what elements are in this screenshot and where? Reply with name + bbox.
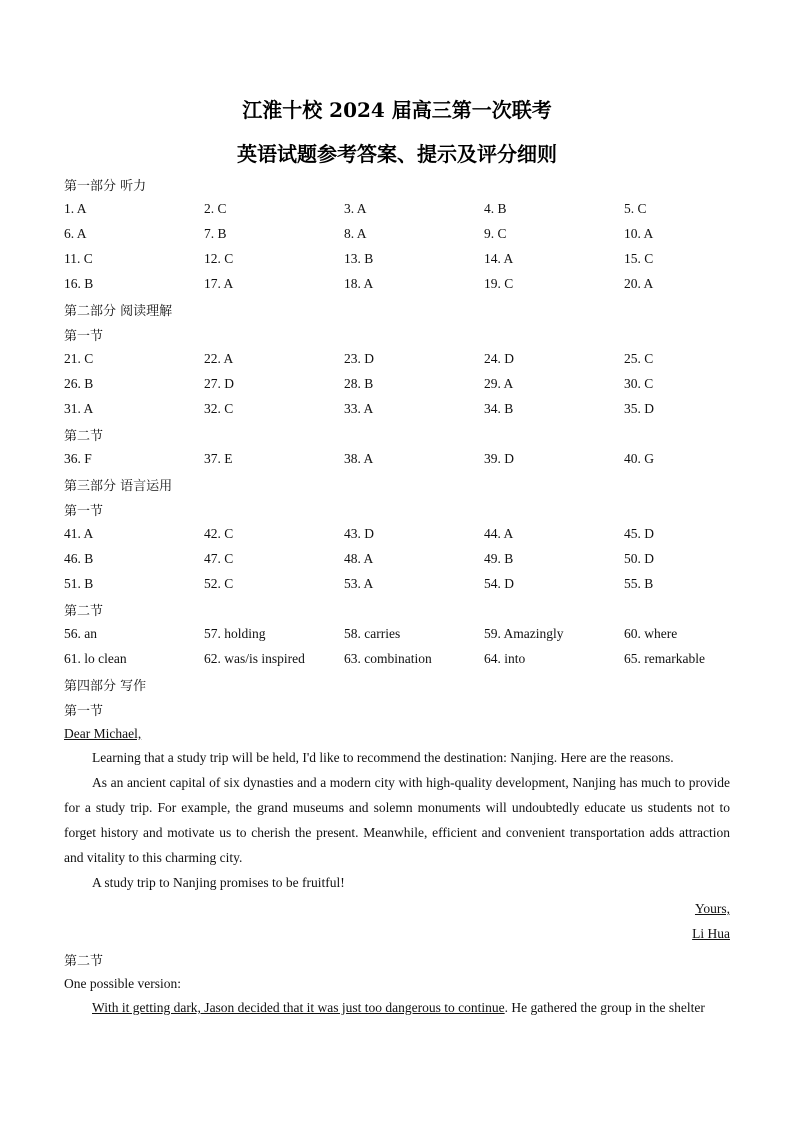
answer-row: [64, 401, 744, 419]
answer: 20. A: [624, 276, 654, 291]
letter-paragraph: Learning that a study trip will be held, I'd like to recommend the destination: Nanjing. Here are the reasons.: [92, 750, 674, 765]
answer: 63. combination: [344, 651, 432, 666]
answer: 38. A: [344, 451, 374, 466]
answer-row: [64, 201, 744, 219]
answer: 62. was/is inspired: [204, 651, 305, 666]
answer: 19. C: [484, 276, 514, 291]
answer: 59. Amazingly: [484, 626, 564, 641]
page-title: 江淮十校 2024 届高三第一次联考: [242, 98, 552, 122]
answer-row: [64, 226, 744, 244]
story-continuation: . He gathered the group in the shelter: [504, 1000, 705, 1015]
section-heading: 第四部分 写作: [64, 679, 147, 694]
answer: 55. B: [624, 576, 654, 591]
answer: 25. C: [624, 351, 654, 366]
answer: 42. C: [204, 526, 234, 541]
answer: 23. D: [344, 351, 374, 366]
answer: 7. B: [204, 226, 227, 241]
answer: 37. E: [204, 451, 233, 466]
answer-row: [64, 576, 744, 594]
answer: 30. C: [624, 376, 654, 391]
answer: 16. B: [64, 276, 94, 291]
answer: 9. C: [484, 226, 507, 241]
subsection-heading: 第一节: [64, 504, 104, 519]
answer-row: [64, 251, 744, 269]
answer: 29. A: [484, 376, 514, 391]
answer: 27. D: [204, 376, 234, 391]
version-label: One possible version:: [64, 976, 181, 991]
subsection-heading: 第一节: [64, 704, 104, 719]
story-opening-sentence: With it getting dark, Jason decided that it was just too dangerous to continue: [92, 1000, 505, 1015]
answer: 4. B: [484, 201, 507, 216]
page-subtitle: 英语试题参考答案、提示及评分细则: [237, 142, 557, 166]
answer: 24. D: [484, 351, 514, 366]
subsection-heading: 第二节: [64, 954, 104, 969]
answer: 33. A: [344, 401, 374, 416]
answer: 6. A: [64, 226, 87, 241]
answer-row: [64, 626, 744, 644]
answer: 49. B: [484, 551, 514, 566]
section-heading: 第二部分 阅读理解: [64, 304, 173, 319]
answer: 2. C: [204, 201, 227, 216]
answer: 10. A: [624, 226, 654, 241]
answer: 44. A: [484, 526, 514, 541]
subsection-heading: 第二节: [64, 604, 104, 619]
answer: 26. B: [64, 376, 94, 391]
answer-row: [64, 651, 744, 669]
answer: 51. B: [64, 576, 94, 591]
answer: 53. A: [344, 576, 374, 591]
answer-row: [64, 451, 744, 469]
answer: 22. A: [204, 351, 234, 366]
subsection-heading: 第一节: [64, 329, 104, 344]
letter-paragraph: A study trip to Nanjing promises to be fruitful!: [92, 875, 345, 890]
answer: 11. C: [64, 251, 93, 266]
section-heading: 第一部分 听力: [64, 179, 147, 194]
answer-row: [64, 351, 744, 369]
answer-row: [64, 276, 744, 294]
letter-signature: Li Hua: [692, 926, 730, 941]
letter-paragraph: As an ancient capital of six dynasties and a modern city with high-quality development, Nanjing has much to provide for a study trip. For example, the grand museums and solemn monuments will undoubtedly educate us students not to forget history and motivate us to cherish the present. Meanwhile, efficient and convenient transportation adds attraction and vitality to this charming city.: [64, 775, 730, 865]
answer: 12. C: [204, 251, 234, 266]
answer: 14. A: [484, 251, 514, 266]
answer: 57. holding: [204, 626, 266, 641]
answer: 60. where: [624, 626, 678, 641]
answer: 5. C: [624, 201, 647, 216]
answer: 61. lo clean: [64, 651, 127, 666]
answer: 8. A: [344, 226, 367, 241]
answer: 52. C: [204, 576, 234, 591]
answer: 58. carries: [344, 626, 401, 641]
section-heading: 第三部分 语言运用: [64, 479, 173, 494]
answer: 64. into: [484, 651, 526, 666]
answer: 13. B: [344, 251, 374, 266]
answer-row: [64, 526, 744, 544]
answer: 18. A: [344, 276, 374, 291]
answer: 47. C: [204, 551, 234, 566]
letter-closing: Yours,: [694, 901, 730, 916]
answer: 17. A: [204, 276, 234, 291]
letter-salutation: Dear Michael,: [64, 726, 142, 741]
answer: 28. B: [344, 376, 374, 391]
answer: 46. B: [64, 551, 94, 566]
answer: 54. D: [484, 576, 514, 591]
answer: 32. C: [204, 401, 234, 416]
answer: 39. D: [484, 451, 514, 466]
answer-row: [64, 376, 744, 394]
subsection-heading: 第二节: [64, 429, 104, 444]
answer: 56. an: [64, 626, 97, 641]
answer: 1. A: [64, 201, 87, 216]
answer: 35. D: [624, 401, 654, 416]
story-paragraph: [64, 995, 730, 1020]
answer: 43. D: [344, 526, 374, 541]
answer: 45. D: [624, 526, 654, 541]
answer: 21. C: [64, 351, 94, 366]
answer: 3. A: [344, 201, 367, 216]
answer-row: [64, 551, 744, 569]
answer: 36. F: [64, 451, 92, 466]
answer: 34. B: [484, 401, 514, 416]
answer: 48. A: [344, 551, 374, 566]
answer: 31. A: [64, 401, 94, 416]
answer: 40. G: [624, 451, 654, 466]
answer: 65. remarkable: [624, 651, 705, 666]
answer: 41. A: [64, 526, 94, 541]
answer: 50. D: [624, 551, 654, 566]
answer: 15. C: [624, 251, 654, 266]
